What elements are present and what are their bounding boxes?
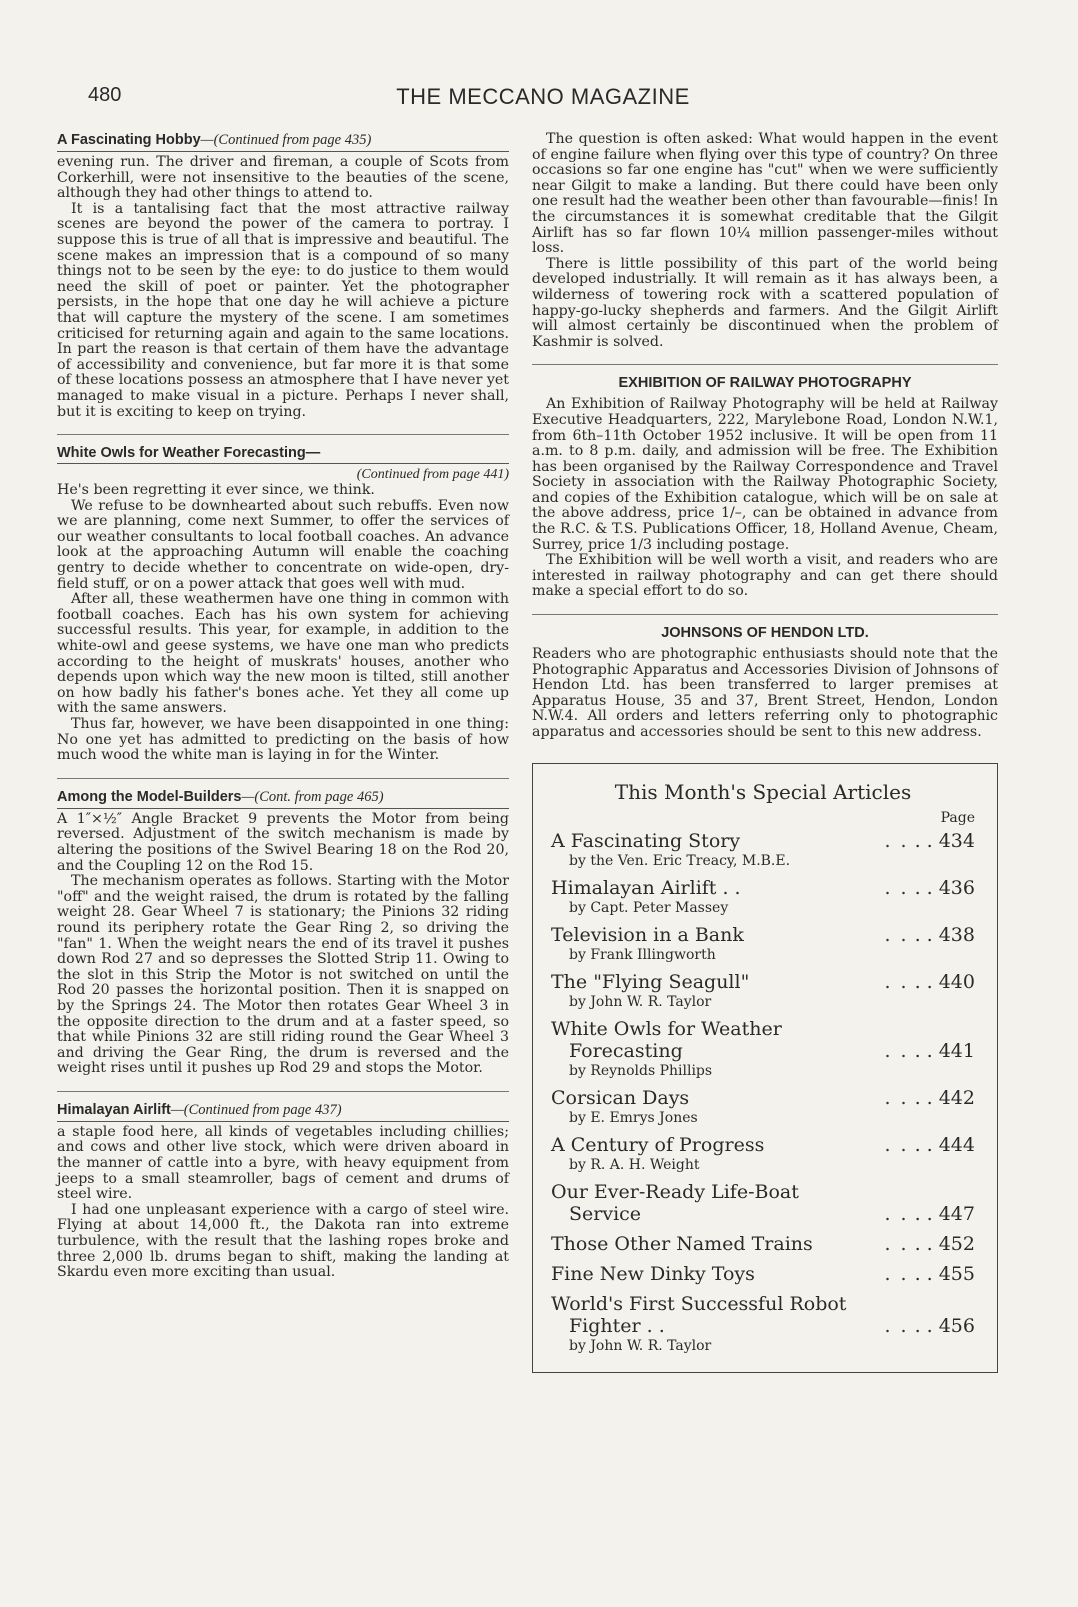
paragraph: An Exhibition of Railway Photography will be held at Railway Executive Headquarters, 222, Marylebone Road, London N.W.1, from 6th–11th October 1952 inclusive. It will be open from 11 a.m. to 8 p.m. daily, and admission will be free. The Exhibition has been organised by the Railway Correspondence and Travel Society in association with the Railway Photographic Society, and copies of the Exhibition catalogue, which will be on sale at the above address, price 1/–, can be obtained in advance from the R.C. & T.S. Publications Officer, 18, Holland Avenue, Cheam, Surrey, price 1/3 including postage. bbox=[532, 396, 998, 553]
contents-entry bbox=[551, 830, 975, 869]
contents-entry bbox=[551, 924, 975, 963]
entry-page: . . 436 bbox=[914, 876, 975, 899]
entry-title: Himalayan Airlift . . bbox=[551, 876, 741, 899]
article-himalayan-airlift bbox=[57, 1102, 509, 1281]
entry-title: The "Flying Seagull" bbox=[551, 970, 750, 993]
article-model-builders bbox=[57, 789, 509, 1077]
contents-entry bbox=[551, 971, 975, 1010]
continued-note: (Continued from page 441) bbox=[356, 467, 509, 483]
contents-entry bbox=[551, 1233, 975, 1255]
entry-page: . . 456 bbox=[914, 1314, 975, 1337]
right-column bbox=[532, 132, 998, 1373]
entry-page: . . 438 bbox=[914, 923, 975, 946]
notice-johnsons bbox=[532, 625, 998, 741]
entry-author: by Reynolds Phillips bbox=[569, 1062, 713, 1079]
contents-box bbox=[532, 763, 998, 1373]
entry-page: . . 441 bbox=[914, 1039, 975, 1062]
entry-title: Our Ever-Ready Life-Boat bbox=[551, 1180, 799, 1203]
contents-entry bbox=[551, 1134, 975, 1173]
article-fascinating-hobby bbox=[57, 132, 509, 420]
entry-page: . . 434 bbox=[914, 829, 975, 852]
paragraph: Readers who are photographic enthusiasts should note that the Photographic Apparatus and Accessories Division of Johnsons of Hendon Ltd. has been transferred to larger premises at Apparatus House, 35 and 37, Brent Street, Hendon, London N.W.4. All orders and letters referring only to photographic apparatus and accessories should be sent to this new address. bbox=[532, 646, 998, 740]
section-heading: Himalayan Airlift—(Continued from page 437) bbox=[57, 1101, 342, 1118]
contents-entry bbox=[551, 877, 975, 916]
paragraph: After all, these weathermen have one thing in common with football coaches. Each has his own system for achieving successful results. This year, for example, in addition to the white-owl and geese systems, we have one man who predicts according to the height of muskrats' houses, another who depends upon which way the new moon is tilted, still another on how badly his father's bones ache. Yet they all come up with the same answers. bbox=[57, 591, 509, 717]
entry-page: . . 452 bbox=[914, 1232, 975, 1255]
left-column bbox=[57, 132, 509, 1295]
contents-title: This Month's Special Articles bbox=[614, 779, 912, 804]
leader-dots: . . bbox=[884, 970, 909, 993]
paragraph: Thus far, however, we have been disappointed in one thing: No one yet has admitted to predicting on the basis of how much wood the white man is laying in for the Winter. bbox=[57, 716, 509, 764]
notice-exhibition bbox=[532, 375, 998, 600]
leader-dots: . . bbox=[884, 1133, 909, 1156]
paragraph: The Exhibition will be well worth a visit, and readers who are interested in railway photography and can get there should make a special effort to do so. bbox=[532, 552, 998, 600]
heading-rule bbox=[57, 1121, 509, 1122]
entry-page: . . 442 bbox=[914, 1086, 975, 1109]
section-divider bbox=[57, 434, 509, 435]
entry-title: A Fascinating Story bbox=[551, 829, 741, 852]
leader-dots: . . bbox=[884, 1039, 909, 1062]
leader-dots: . . bbox=[884, 829, 909, 852]
page-number: 480 bbox=[88, 84, 122, 106]
entry-title-cont: Service bbox=[569, 1202, 642, 1225]
entry-title: A Century of Progress bbox=[551, 1133, 765, 1156]
section-divider bbox=[532, 364, 998, 365]
section-heading: EXHIBITION OF RAILWAY PHOTOGRAPHY bbox=[618, 375, 912, 392]
entry-title-cont: Fighter . . bbox=[569, 1314, 665, 1337]
section-heading: JOHNSONS OF HENDON LTD. bbox=[661, 625, 869, 642]
entry-author: by Capt. Peter Massey bbox=[569, 899, 729, 916]
contents-entry bbox=[551, 1293, 975, 1354]
paragraph: He's been regretting it ever since, we think. bbox=[57, 482, 375, 499]
section-heading: A Fascinating Hobby—(Continued from page 435) bbox=[57, 132, 372, 148]
entry-author: by John W. R. Taylor bbox=[569, 993, 712, 1010]
section-heading: Among the Model-Builders—(Cont. from page 465) bbox=[57, 788, 384, 805]
leader-dots: . . bbox=[884, 1086, 909, 1109]
entry-title: Television in a Bank bbox=[551, 923, 744, 946]
paragraph: I had one unpleasant experience with a cargo of steel wire. Flying at about 14,000 ft., the Dakota ran into extreme turbulence, with the result that the lashing ropes broke and three 2,000 lb. drums began to shift, making the landing at Skardu even more exciting than usual. bbox=[57, 1201, 509, 1281]
article-white-owls bbox=[57, 445, 509, 764]
leader-dots: . . bbox=[884, 876, 909, 899]
paragraph: There is little possibility of this part of the world being developed industrially. It will remain as it has always been, a wilderness of towering rock with a scattered population of happy-go-lucky shepherds and farmers. And the Gilgit Airlift will almost certainly be discontinued when the problem of Kashmir is solved. bbox=[532, 255, 998, 350]
entry-title-cont: Forecasting bbox=[569, 1039, 683, 1062]
paragraph: We refuse to be downhearted about such rebuffs. Even now we are planning, come next Summer, to offer the services of our weather consultants to local football coaches. An advance look at the approaching Autumn will enable the coaching gentry to decide whether to concentrate on wide-open, dry-field stuff, or on a power attack that goes well with mud. bbox=[57, 497, 509, 592]
section-divider bbox=[57, 778, 509, 779]
paragraph: evening run. The driver and fireman, a couple of Scots from Corkerhill, were not insensitive to the beauties of the scene, although they had other things to attend to. bbox=[57, 154, 509, 202]
entry-title: Those Other Named Trains bbox=[551, 1232, 813, 1255]
section-heading: White Owls for Weather Forecasting— bbox=[57, 445, 321, 462]
heading-rule bbox=[57, 151, 509, 152]
paragraph: a staple food here, all kinds of vegetables including chillies; and cows and other live stock, which were driven aboard in the manner of cattle into a byre, with heavy equipment from jeeps to a small steamroller, bags of cement and drums of steel wire. bbox=[57, 1123, 509, 1203]
leader-dots: . . bbox=[884, 923, 909, 946]
entry-title: Fine New Dinky Toys bbox=[551, 1262, 755, 1285]
entry-author: by E. Emrys Jones bbox=[569, 1109, 698, 1126]
paragraph: It is a tantalising fact that the most attractive railway scenes are beyond the power of the camera to portray. I suppose this is true of all that is impressive and beautiful. The scene makes an impression that is a compound of so many things not to be seen by the eye: to do justice to them would need the skill of poet or painter. Yet the photographer persists, in the hope that one day he will achieve a picture that will capture the mystery of the scene. I am sometimes criticised for returning again and again to the same locations. In part the reason is that certain of them have the advantage of accessibility and convenience, but far more it is that some of these locations possess an atmosphere that I have never yet managed to make visual in a picture. Perhaps I never shall, but it is exciting to keep on trying. bbox=[57, 200, 509, 420]
contents-entry bbox=[551, 1181, 975, 1225]
section-divider bbox=[532, 614, 998, 615]
contents-entry bbox=[551, 1018, 975, 1079]
paragraph: A 1″×½″ Angle Bracket 9 prevents the Motor from being reversed. Adjustment of the switch mechanism is made by altering the positions of the Swivel Bearing 18 on the Rod 20, and the Coupling 12 on the Rod 15. bbox=[57, 810, 509, 874]
page-header bbox=[88, 84, 998, 118]
heading-rule bbox=[57, 808, 509, 809]
leader-dots: . . bbox=[884, 1232, 909, 1255]
entry-page: . . 444 bbox=[914, 1133, 975, 1156]
entry-page: . . 447 bbox=[914, 1202, 975, 1225]
entry-author: by Frank Illingworth bbox=[569, 946, 716, 963]
entry-page: . . 455 bbox=[914, 1262, 975, 1285]
leader-dots: . . bbox=[884, 1202, 909, 1225]
leader-dots: . . bbox=[884, 1314, 909, 1337]
entry-author: by the Ven. Eric Treacy, M.B.E. bbox=[569, 852, 791, 869]
section-divider bbox=[57, 1091, 509, 1092]
leader-dots: . . bbox=[884, 1262, 909, 1285]
contents-page-label: Page bbox=[940, 809, 975, 826]
entry-author: by John W. R. Taylor bbox=[569, 1337, 712, 1354]
entry-title: World's First Successful Robot bbox=[551, 1292, 847, 1315]
entry-page: . . 440 bbox=[914, 970, 975, 993]
entry-title: Corsican Days bbox=[551, 1086, 690, 1109]
article-airlift-continued bbox=[532, 132, 998, 350]
paragraph: The mechanism operates as follows. Starting with the Motor "off" and the weight raised, the drum is rotated by the falling weight 28. Gear Wheel 7 is stationary; the Pinions 32 riding round its periphery rotate the Gear Ring 2, so driving the "fan" 1. When the weight nears the end of its travel it pushes down Rod 27 and so depresses the Slotted Strip 11. Owing to the slot in this Strip the Motor is not switched on until the Rod 20 passes the horizontal position. Then it is snapped on by the Springs 24. The Motor then rotates Gear Wheel 3 in the opposite direction to the drum and at a faster speed, so that while Pinions 32 are still riding round the Gear Wheel 3 and driving the Gear Ring, the drum is reversed and the weight rises until it pushes up Rod 29 and stops the Motor. bbox=[57, 873, 509, 1077]
paragraph: The question is often asked: What would happen in the event of engine failure when flying over this type of country? On three occasions so far one engine has "cut" when we were sufficiently near Gilgit to make a landing. But there could have been only one result had the weather been other than favourable—finis! In the circumstances it is somewhat creditable that the Gilgit Airlift has so far flown 10¼ million passenger-miles without loss. bbox=[532, 131, 998, 257]
contents-entry bbox=[551, 1087, 975, 1126]
heading-rule bbox=[57, 463, 509, 464]
contents-entry bbox=[551, 1263, 975, 1285]
entry-author: by R. A. H. Weight bbox=[569, 1156, 700, 1173]
entry-title: White Owls for Weather bbox=[551, 1017, 782, 1040]
magazine-title: THE MECCANO MAGAZINE bbox=[396, 84, 690, 109]
